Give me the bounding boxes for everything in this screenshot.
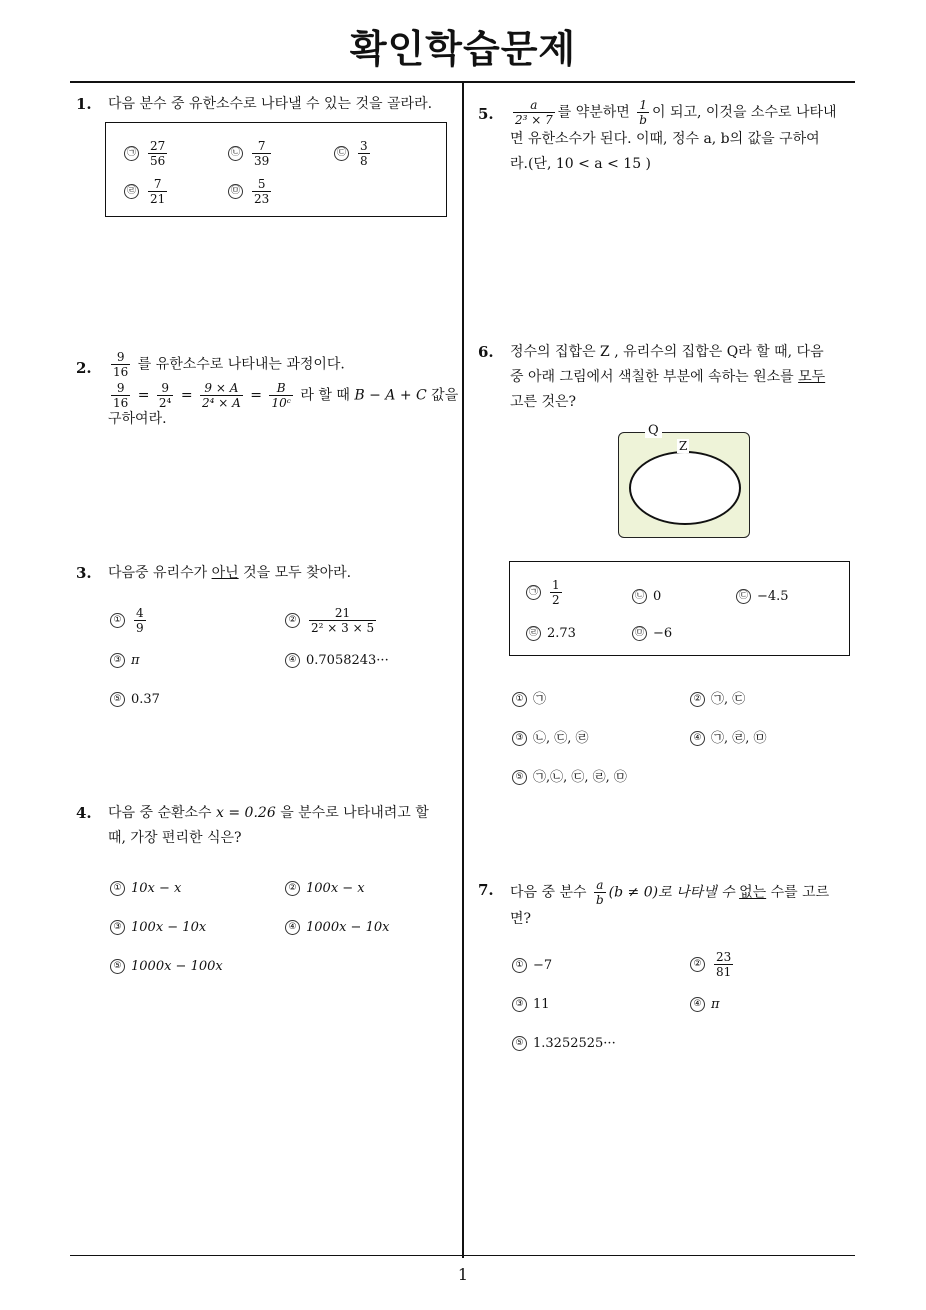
- option-mark: ①: [512, 692, 527, 707]
- question-text: 라.(단, 10 < a < 15 ): [510, 156, 652, 172]
- option-mark: ④: [285, 653, 300, 668]
- option-mark: ②: [285, 613, 300, 628]
- answer-option-3[interactable]: [110, 920, 206, 935]
- choice-mark: ㉢: [334, 146, 349, 161]
- fraction: $\frac{1}{b}$: [639, 98, 647, 127]
- answer-option-5[interactable]: [110, 692, 160, 707]
- option-mark: ④: [285, 920, 300, 935]
- question-text: 이 되고, 이것을 소수로 나타내: [651, 104, 837, 121]
- bottom-rule: [70, 1255, 855, 1256]
- question-6: [478, 340, 863, 415]
- fraction: $\frac{27}{56}$: [150, 139, 166, 168]
- underlined-word: 모두: [798, 369, 826, 385]
- choice-item[interactable]: [334, 139, 373, 168]
- question-4: [76, 801, 461, 851]
- fraction: $\frac{a}{\text{2³ × 7}}$: [515, 98, 553, 127]
- choice-box: [105, 122, 447, 217]
- question-text: 면 유한소수가 된다. 이때, 정수 a, b의 값을 구하여: [510, 131, 820, 147]
- fraction: $\frac{7}{39}$: [254, 139, 270, 168]
- answer-option-3[interactable]: [512, 727, 589, 746]
- question-text: 라 할 때: [300, 387, 350, 404]
- element-box: [509, 561, 850, 656]
- answer-option-4[interactable]: [690, 997, 720, 1012]
- option-text: ㉠,㉡, ㉢, ㉣, ㉤: [533, 770, 627, 785]
- question-2: 2. $\frac{9}{16}$ 를 유한소수로 나타내는 과정이다. $\frac{9}{16}$ = $\frac{9}{\text{2⁴}}$ = $\frac{9 \times A}{\text{2⁴ × A}}$ = $\frac{B}{\text{10ᶜ}}$ 라 할 때 B − A + C 값을 구하여라.: [76, 350, 461, 428]
- element-item[interactable]: [632, 589, 661, 604]
- fraction: $\frac{21}{\text{2² × 3 × 5}}$: [311, 606, 375, 635]
- option-mark: ⑤: [512, 770, 527, 785]
- option-text: ㉡, ㉢, ㉣: [533, 731, 589, 746]
- question-1: [76, 92, 461, 117]
- option-text: −7: [533, 958, 553, 973]
- question-text: 구하여라.: [108, 411, 167, 427]
- answer-option-2[interactable]: [690, 688, 745, 707]
- answer-option-1[interactable]: [512, 958, 552, 973]
- option-mark: ③: [110, 653, 125, 668]
- answer-option-2[interactable]: [690, 950, 736, 979]
- element-mark: ㉤: [632, 626, 647, 641]
- page-title: 확인학습문제: [349, 27, 577, 71]
- option-mark: ⑤: [110, 692, 125, 707]
- element-mark: ㉠: [526, 585, 541, 600]
- option-mark: ②: [285, 881, 300, 896]
- question-number: 6.: [478, 343, 494, 361]
- choice-mark: ㉡: [228, 146, 243, 161]
- question-3: [76, 561, 461, 586]
- option-mark: ①: [512, 958, 527, 973]
- question-number: 7.: [478, 881, 494, 899]
- fraction: $\frac{9}{16}$: [113, 350, 129, 379]
- answer-option-2[interactable]: [285, 881, 365, 896]
- question-text: 고른 것은?: [510, 394, 577, 410]
- question-7: [478, 878, 863, 932]
- answer-option-1[interactable]: [110, 606, 149, 635]
- element-item[interactable]: [632, 626, 672, 641]
- option-text: 11: [533, 997, 550, 1012]
- option-mark: ④: [690, 997, 705, 1012]
- answer-option-1[interactable]: [512, 688, 546, 707]
- answer-option-3[interactable]: [512, 997, 550, 1012]
- math-expression: x = 0.26: [216, 805, 276, 821]
- element-text: −4.5: [757, 589, 789, 604]
- page-number: 1: [457, 1265, 469, 1284]
- option-text: 10x − x: [131, 881, 182, 896]
- answer-option-2[interactable]: [285, 606, 379, 635]
- venn-diagram: [618, 423, 750, 538]
- fraction: $\frac{9}{\text{2⁴}}$: [158, 381, 172, 410]
- question-text: 수를 고르: [770, 884, 830, 901]
- element-text: −6: [653, 626, 673, 641]
- question-text: 를 약분하면: [557, 104, 630, 121]
- element-mark: ㉣: [526, 626, 541, 641]
- fraction: $\frac{5}{23}$: [254, 177, 270, 206]
- set-label-inner: Z: [679, 439, 688, 453]
- option-mark: ③: [512, 997, 527, 1012]
- choice-mark: ㉠: [124, 146, 139, 161]
- question-text: 중 아래 그림에서 색칠한 부분에 속하는 원소를: [510, 369, 794, 385]
- option-text: ㉠, ㉢: [711, 692, 746, 707]
- option-text: 1000x − 100x: [131, 959, 223, 974]
- underlined-word: 없는: [739, 884, 767, 901]
- choice-mark: ㉣: [124, 184, 139, 199]
- option-text: 100x − 10x: [131, 920, 207, 935]
- fraction: $\frac{23}{81}$: [716, 950, 732, 979]
- question-text: 정수의 집합은 Z , 유리수의 집합은 Q라 할 때, 다음: [510, 344, 824, 360]
- option-text: π: [711, 997, 720, 1012]
- fraction: $\frac{1}{2}$: [552, 578, 560, 607]
- fraction: $\frac{a}{b}$: [595, 878, 604, 907]
- question-text: 다음중 유리수가: [108, 565, 208, 581]
- question-text: 을 분수로 나타내려고 할: [280, 805, 429, 821]
- answer-option-4[interactable]: [690, 727, 767, 746]
- question-number: 4.: [76, 804, 92, 822]
- option-text: 0.37: [131, 692, 160, 707]
- fraction: $\frac{B}{\text{10ᶜ}}$: [271, 381, 291, 410]
- answer-option-5[interactable]: [512, 766, 627, 785]
- option-mark: ④: [690, 731, 705, 746]
- choice-item[interactable]: [228, 139, 274, 168]
- option-mark: ⑤: [512, 1036, 527, 1051]
- question-number: 5.: [478, 105, 494, 123]
- fraction: $\frac{3}{8}$: [360, 139, 368, 168]
- answer-option-3[interactable]: [110, 653, 140, 668]
- choice-item[interactable]: [228, 177, 274, 206]
- question-number: 2.: [76, 359, 92, 377]
- answer-option-5[interactable]: [512, 1036, 616, 1051]
- question-text: 다음 중 순환소수: [108, 805, 212, 821]
- element-item[interactable]: [736, 589, 789, 604]
- element-item[interactable]: [526, 626, 576, 641]
- option-mark: ②: [690, 692, 705, 707]
- element-text: 2.73: [547, 626, 576, 641]
- choice-item[interactable]: [124, 177, 170, 206]
- fraction: $\frac{7}{21}$: [150, 177, 166, 206]
- option-mark: ②: [690, 957, 705, 972]
- option-mark: ③: [110, 920, 125, 935]
- option-text: 100x − x: [306, 881, 365, 896]
- answer-option-1[interactable]: [110, 881, 181, 896]
- question-number: 3.: [76, 564, 92, 582]
- option-text: 1000x − 10x: [306, 920, 390, 935]
- option-text: 0.7058243···: [306, 653, 389, 668]
- option-mark: ①: [110, 613, 125, 628]
- element-text: 0: [653, 589, 662, 604]
- question-text: 값을: [431, 387, 459, 404]
- choice-mark: ㉤: [228, 184, 243, 199]
- option-text: ㉠: [533, 692, 547, 707]
- question-text: 면?: [510, 911, 532, 927]
- answer-option-5[interactable]: [110, 959, 223, 974]
- option-mark: ①: [110, 881, 125, 896]
- answer-option-4[interactable]: [285, 653, 389, 668]
- set-label-outer: Q: [645, 423, 662, 438]
- inner-set-ellipse: [629, 451, 741, 525]
- question-text: 것을 모두 찾아라.: [243, 565, 352, 581]
- element-mark: ㉢: [736, 589, 751, 604]
- underlined-word: 아닌: [211, 565, 239, 581]
- question-text: (b ≠ 0)로 나타낼 수: [608, 884, 735, 901]
- question-text: 를 유한소수로 나타내는 과정이다.: [137, 356, 345, 373]
- question-text: 다음 분수 중 유한소수로 나타낼 수 있는 것을 골라라.: [108, 96, 433, 112]
- math-expression: B − A + C: [354, 387, 427, 404]
- element-mark: ㉡: [632, 589, 647, 604]
- element-item[interactable]: [526, 578, 565, 607]
- fraction: $\frac{4}{9}$: [136, 606, 144, 635]
- fraction: $\frac{9}{16}$: [113, 381, 129, 410]
- question-5: [478, 98, 863, 177]
- option-text: 1.3252525···: [533, 1036, 616, 1051]
- choice-item[interactable]: [124, 139, 170, 168]
- question-text: 다음 중 분수: [510, 884, 587, 901]
- column-divider: [462, 82, 464, 1258]
- answer-option-4[interactable]: [285, 920, 389, 935]
- option-text: π: [131, 653, 140, 668]
- option-mark: ③: [512, 731, 527, 746]
- question-text: 때, 가장 편리한 식은?: [108, 830, 242, 846]
- option-mark: ⑤: [110, 959, 125, 974]
- fraction: $\frac{9 \times A}{\text{2⁴ × A}}$: [202, 381, 241, 410]
- question-number: 1.: [76, 95, 92, 113]
- option-text: ㉠, ㉣, ㉤: [711, 731, 767, 746]
